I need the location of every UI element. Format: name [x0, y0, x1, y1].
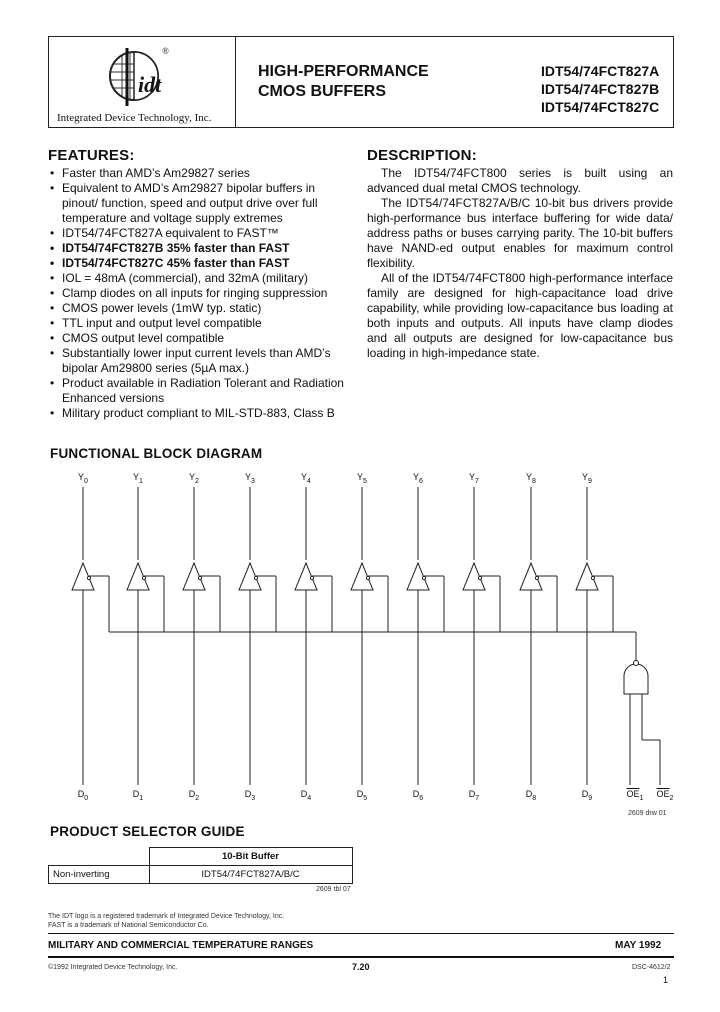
figure-code: 2609 drw 01 — [628, 810, 667, 817]
output-label: $Y_3$ — [245, 472, 255, 485]
bubble-icon — [310, 576, 313, 579]
bubble-icon — [254, 576, 257, 579]
doc-number: DSC-4612/2 — [632, 964, 671, 971]
output-label: $Y_4$ — [301, 472, 311, 485]
feature-item: • Equivalent to AMD’s Am29827 bipolar buffers in pinout/ function, speed and output drive over full temperature and voltage supply extremes — [48, 181, 348, 226]
table-row — [49, 848, 353, 866]
logo-mark: idt — [138, 72, 162, 97]
input-label: $D_3$ — [244, 789, 256, 802]
oe2-label: $\overline{OE}_2$ — [656, 789, 674, 802]
row-label: Non-inverting — [49, 866, 150, 884]
input-label: $D_9$ — [581, 789, 593, 802]
description-paragraph: The IDT54/74FCT800 series is built using an advanced dual metal CMOS technology. — [367, 166, 673, 195]
input-label: $D_5$ — [356, 789, 368, 802]
bubble-icon — [535, 576, 538, 579]
description-paragraph: The IDT54/74FCT827A/B/C 10-bit bus drivers provide high-performance bus interface buffering for wide data/ address paths or buses carrying parity. The 10-bit buffers have NAND-ed output enables for maximum control flexibility. — [367, 196, 673, 270]
footer-rule-top — [48, 933, 674, 934]
trademark-notes — [48, 912, 284, 930]
table-row — [49, 866, 353, 884]
bubble-icon — [422, 576, 425, 579]
output-label: $Y_9$ — [582, 472, 592, 485]
output-label: $Y_8$ — [526, 472, 536, 485]
selector-heading: PRODUCT SELECTOR GUIDE — [50, 824, 245, 839]
nand-bubble-icon — [634, 661, 639, 666]
registered-mark: ® — [162, 46, 169, 56]
input-label: $D_7$ — [468, 789, 480, 802]
feature-item: • Military product compliant to MIL-STD-883, Class B — [48, 406, 348, 421]
feature-item: • CMOS power levels (1mW typ. static) — [48, 301, 348, 316]
part-number: IDT54/74FCT827A — [541, 63, 660, 79]
input-label: $D_6$ — [412, 789, 424, 802]
copyright: ©1992 Integrated Device Technology, Inc. — [48, 964, 178, 971]
features-heading: FEATURES: — [48, 147, 135, 164]
output-label: $Y_0$ — [78, 472, 88, 485]
output-label: $Y_5$ — [357, 472, 367, 485]
company-name: Integrated Device Technology, Inc. — [57, 112, 212, 124]
title-line-1: HIGH-PERFORMANCE — [258, 63, 429, 80]
nand-gate-icon — [624, 664, 648, 694]
input-label: $D_0$ — [77, 789, 89, 802]
output-label: $Y_2$ — [189, 472, 199, 485]
feature-item: • Clamp diodes on all inputs for ringing suppression — [48, 286, 348, 301]
feature-item: • IDT54/74FCT827B 35% faster than FAST — [48, 241, 348, 256]
feature-item: • Product available in Radiation Tolerant and Radiation Enhanced versions — [48, 376, 348, 406]
part-number: IDT54/74FCT827C — [541, 99, 660, 115]
bubble-icon — [591, 576, 594, 579]
description-heading: DESCRIPTION: — [367, 147, 477, 164]
feature-item: • IDT54/74FCT827C 45% faster than FAST — [48, 256, 348, 271]
feature-item: • Faster than AMD’s Am29827 series — [48, 166, 348, 181]
trademark-note: The IDT logo is a registered trademark of Integrated Device Technology, Inc. — [48, 913, 285, 920]
row-value: IDT54/74FCT827A/B/C — [149, 866, 352, 884]
bubble-icon — [198, 576, 201, 579]
block-diagram-heading: FUNCTIONAL BLOCK DIAGRAM — [50, 446, 263, 461]
page-number: 1 — [663, 975, 669, 985]
bubble-icon — [478, 576, 481, 579]
description-paragraph: All of the IDT54/74FCT800 high-performance interface family are designed for high-capacitance load drive capability, while providing low-capacitance bus loading at both inputs and outputs. All inputs have clamp diodes and all outputs are designed for low-capacitance bus loading in high-impedance state. — [367, 271, 673, 360]
input-label: $D_2$ — [188, 789, 200, 802]
footer-rule-bottom — [48, 956, 674, 958]
bubble-icon — [87, 576, 90, 579]
input-label: $D_1$ — [132, 789, 144, 802]
bubble-icon — [366, 576, 369, 579]
output-label: $Y_7$ — [469, 472, 479, 485]
date-label: MAY 1992 — [615, 940, 662, 951]
range-label: MILITARY AND COMMERCIAL TEMPERATURE RANGES — [48, 940, 314, 951]
selector-table — [48, 847, 353, 884]
title-line-2: CMOS BUFFERS — [258, 83, 386, 100]
part-number: IDT54/74FCT827B — [541, 81, 660, 97]
input-label: $D_8$ — [525, 789, 537, 802]
feature-item: • CMOS output level compatible — [48, 331, 348, 346]
column-header: 10-Bit Buffer — [149, 848, 352, 866]
page-section: 7.20 — [352, 962, 370, 972]
table-code: 2609 tbl 07 — [316, 886, 351, 893]
trademark-note: FAST is a trademark of National Semiconductor Co. — [48, 922, 209, 929]
feature-item: • Substantially lower input current levels than AMD’s bipolar Am29800 series (5µA max.) — [48, 346, 348, 376]
feature-item: • TTL input and output level compatible — [48, 316, 348, 331]
feature-item: • IOL = 48mA (commercial), and 32mA (military) — [48, 271, 348, 286]
input-label: $D_4$ — [300, 789, 312, 802]
feature-item: • IDT54/74FCT827A equivalent to FAST™ — [48, 226, 348, 241]
output-label: $Y_1$ — [133, 472, 143, 485]
output-label: $Y_6$ — [413, 472, 423, 485]
bubble-icon — [142, 576, 145, 579]
oe1-label: $\overline{OE}_1$ — [626, 789, 644, 802]
